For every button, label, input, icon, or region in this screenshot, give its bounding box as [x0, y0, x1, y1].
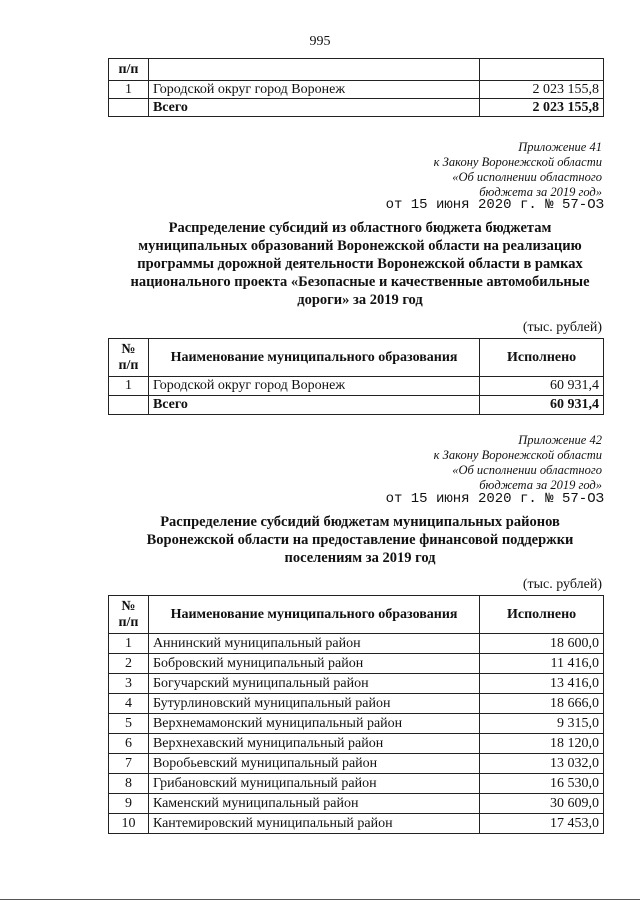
- total-label: Всего: [148, 99, 479, 117]
- executed-value: 11 416,0: [480, 654, 604, 674]
- municipality-name: Каменский муниципальный район: [148, 794, 479, 814]
- executed-value: 13 416,0: [480, 674, 604, 694]
- appendix-42-table: [108, 595, 604, 834]
- executed-value: 30 609,0: [480, 794, 604, 814]
- column-number-header: № п/п: [109, 596, 149, 634]
- law-date-number: от 15 июня 2020 г. № 57-ОЗ: [385, 197, 604, 213]
- executed-value: 13 032,0: [480, 754, 604, 774]
- row-number: 4: [109, 694, 149, 714]
- municipality-name: Грибановский муниципальный район: [148, 774, 479, 794]
- total-value: 60 931,4: [480, 396, 604, 415]
- executed-value: 9 315,0: [480, 714, 604, 734]
- municipality-name: Кантемировский муниципальный район: [148, 814, 479, 834]
- appendix-law-name-cont: бюджета за 2019 год»: [479, 478, 602, 492]
- table-row: [109, 734, 604, 754]
- municipality-name: Богучарский муниципальный район: [148, 674, 479, 694]
- table-row: [109, 794, 604, 814]
- units-label: (тыс. рублей): [522, 577, 602, 592]
- table-row: [109, 674, 604, 694]
- column-number-header: № п/п: [109, 339, 149, 377]
- table-row: [109, 377, 604, 396]
- appendix-law-name: «Об исполнении областного: [452, 463, 602, 477]
- row-number: 10: [109, 814, 149, 834]
- executed-value: 16 530,0: [480, 774, 604, 794]
- section-heading: Распределение субсидий из областного бюджета бюджетам муниципальных образований Воронежской области на реализацию программы дорожной деятельности Воронежской области в рамках национального проекта «Безопасные и качественные автомобильные дороги» за 2019 год: [130, 220, 590, 308]
- table-row: [109, 634, 604, 654]
- row-number: 6: [109, 734, 149, 754]
- appendix-41-caption: [434, 140, 602, 200]
- table-row: [109, 654, 604, 674]
- table-header-row: [109, 339, 604, 377]
- executed-value: 18 120,0: [480, 734, 604, 754]
- row-number: 8: [109, 774, 149, 794]
- table-header-row: [109, 596, 604, 634]
- appendix-law-ref: к Закону Воронежской области: [433, 155, 602, 169]
- row-number: 1: [109, 377, 149, 396]
- page-number: 995: [309, 34, 331, 49]
- appendix-41-table: [108, 338, 604, 415]
- executed-value: 17 453,0: [480, 814, 604, 834]
- table-row: [109, 814, 604, 834]
- row-number: 3: [109, 674, 149, 694]
- units-label: (тыс. рублей): [522, 320, 602, 335]
- column-value-header: Исполнено: [480, 339, 604, 377]
- total-row: [109, 99, 604, 117]
- row-number: 5: [109, 714, 149, 734]
- municipality-name: Городской округ город Воронеж: [148, 81, 479, 99]
- column-value-header: Исполнено: [480, 596, 604, 634]
- bottom-divider: [0, 899, 640, 900]
- row-number: 2: [109, 654, 149, 674]
- table-row: [109, 694, 604, 714]
- municipality-name: Бутурлиновский муниципальный район: [148, 694, 479, 714]
- appendix-title: Приложение 41: [518, 140, 602, 154]
- top-continuation-table: [108, 58, 604, 117]
- total-value: 2 023 155,8: [480, 99, 604, 117]
- section-heading: Распределение субсидий бюджетам муниципальных районов Воронежской области на предоставление финансовой поддержки поселениям за 2019 год: [146, 514, 574, 566]
- row-number: 9: [109, 794, 149, 814]
- executed-value: 18 600,0: [480, 634, 604, 654]
- municipality-name: Верхнехавский муниципальный район: [148, 734, 479, 754]
- executed-value: 18 666,0: [480, 694, 604, 714]
- appendix-title: Приложение 42: [518, 433, 602, 447]
- municipality-name: Бобровский муниципальный район: [148, 654, 479, 674]
- municipality-name: Верхнемамонский муниципальный район: [148, 714, 479, 734]
- executed-value: 2 023 155,8: [480, 81, 604, 99]
- appendix-law-ref: к Закону Воронежской области: [433, 448, 602, 462]
- law-date-number: от 15 июня 2020 г. № 57-ОЗ: [385, 491, 604, 507]
- column-name-header: Наименование муниципального образования: [148, 596, 479, 634]
- municipality-name: Аннинский муниципальный район: [148, 634, 479, 654]
- table-row: [109, 774, 604, 794]
- executed-value: 60 931,4: [480, 377, 604, 396]
- column-name-header: Наименование муниципального образования: [148, 339, 479, 377]
- table-row: [109, 754, 604, 774]
- table-header-row: [109, 59, 604, 81]
- row-number: 1: [109, 81, 149, 99]
- appendix-law-name-cont: бюджета за 2019 год»: [479, 185, 602, 199]
- total-row: [109, 396, 604, 415]
- table-row: [109, 714, 604, 734]
- total-label: Всего: [148, 396, 479, 415]
- municipality-name: Городской округ город Воронеж: [148, 377, 479, 396]
- table-row: [109, 81, 604, 99]
- municipality-name: Воробьевский муниципальный район: [148, 754, 479, 774]
- column-number-header: п/п: [109, 59, 149, 81]
- row-number: 7: [109, 754, 149, 774]
- appendix-42-caption: [434, 433, 602, 493]
- appendix-law-name: «Об исполнении областного: [452, 170, 602, 184]
- row-number: 1: [109, 634, 149, 654]
